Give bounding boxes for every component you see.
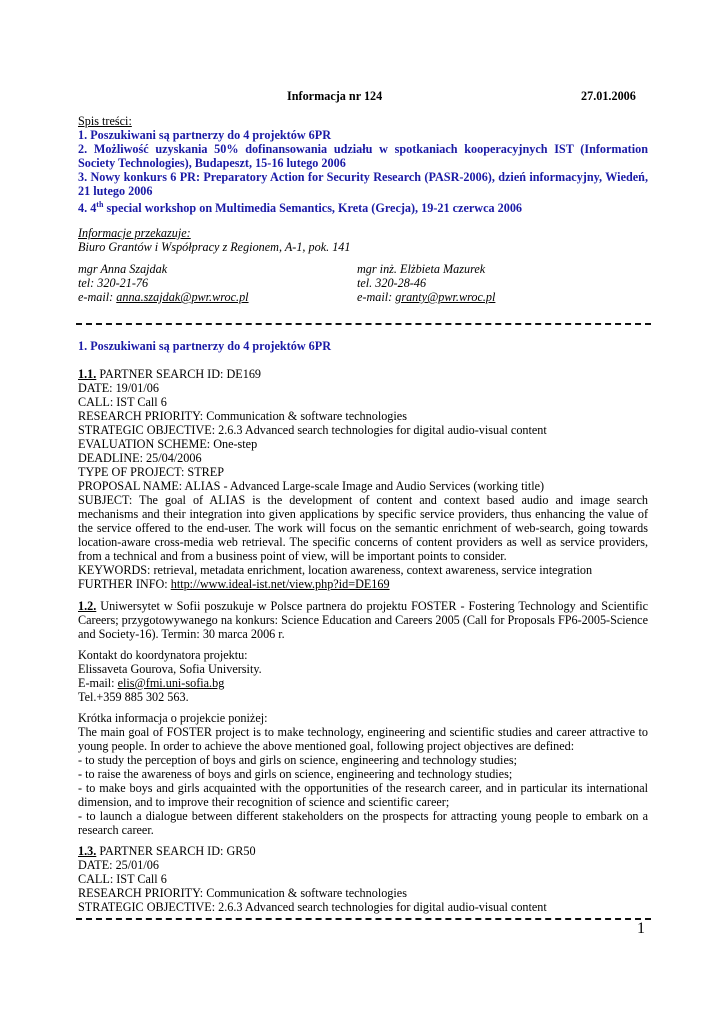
item-number: 1.1. [78, 367, 97, 381]
toc-item-4-num: 4. 4 [78, 201, 97, 216]
item-1-1-line: PROPOSAL NAME: ALIAS - Advanced Large-scale Image and Audio Services (working title) [78, 479, 545, 493]
item-1-3-title [78, 844, 256, 858]
contact-left-name: mgr Anna Szajdak [78, 262, 168, 276]
section-1-heading: 1. Poszukiwani są partnerzy do 4 projektów 6PR [78, 339, 332, 353]
toc-item-4[interactable] [78, 198, 522, 215]
item-1-1-subject: location-aware cross-media web retrieval. The specific concerns of content providers as well as service providers, [78, 535, 648, 549]
contact-right-email-link[interactable]: granty@pwr.wroc.pl [395, 290, 496, 304]
item-1-1-keywords: KEYWORDS: retrieval, metadata enrichment, location awareness, context awareness, service integration [78, 563, 593, 577]
item-1-2-info: - to launch a dialogue between different stakeholders on the prospects for attracting young people to embark on a [78, 809, 648, 823]
page-number: 1 [637, 920, 645, 937]
item-1-1-subject: SUBJECT: The goal of ALIAS is the development of content and context based audio and image search [78, 493, 648, 507]
item-1-1-subject: the service offered to the end-user. The work will focus on the semantic enrichment of web-search, going towards [78, 521, 648, 535]
item-1-3-line: STRATEGIC OBJECTIVE: 2.6.3 Advanced search technologies for digital audio-visual content [78, 900, 547, 914]
toc-item-2[interactable]: 2. Możliwość uzyskania 50% dofinansowania udziału w spotkaniach kooperacyjnych IST (Information [78, 142, 648, 156]
further-info-link[interactable]: http://www.ideal-ist.net/view.php?id=DE169 [170, 577, 390, 591]
email-label: E-mail: [78, 676, 118, 690]
item-1-2-info: research career. [78, 823, 154, 837]
item-1-2-info-heading: Krótka informacja o projekcie poniżej: [78, 711, 268, 725]
item-1-3-line: DATE: 25/01/06 [78, 858, 159, 872]
item-title: PARTNER SEARCH ID: DE169 [96, 367, 262, 381]
toc-item-1[interactable]: 1. Poszukiwani są partnerzy do 4 projektów 6PR [78, 128, 332, 142]
item-1-1-line: STRATEGIC OBJECTIVE: 2.6.3 Advanced search technologies for digital audio-visual content [78, 423, 547, 437]
contact-left-tel: tel: 320-21-76 [78, 276, 149, 290]
contact-right-email-line [357, 290, 495, 304]
item-1-1-line: CALL: IST Call 6 [78, 395, 167, 409]
item-1-2-info: dimension, and to improve their recognition of science and scientific career; [78, 795, 450, 809]
item-1-2-info: young people. In order to achieve the above mentioned goal, following project objectives are defined: [78, 739, 575, 753]
contacts-heading: Informacje przekazuje: [78, 226, 191, 240]
contact-right-name: mgr inż. Elżbieta Mazurek [357, 262, 486, 276]
contacts-office: Biuro Grantów i Współpracy z Regionem, A-1, pok. 141 [78, 240, 351, 254]
further-label: FURTHER INFO: [78, 577, 171, 591]
item-1-1-line: TYPE OF PROJECT: STREP [78, 465, 225, 479]
item-1-1-subject: from a technical and from a business point of view, will be important points to consider. [78, 549, 507, 563]
item-1-1-title [78, 367, 261, 381]
document-date: 27.01.2006 [581, 89, 636, 103]
contact-left-email-line [78, 290, 249, 304]
item-1-1-further [78, 577, 390, 591]
item-1-2-info: - to study the perception of boys and girls on science, engineering and technology studies; [78, 753, 517, 767]
document-title: Informacja nr 124 [287, 89, 383, 103]
contact-left-email-link[interactable]: anna.szajdak@pwr.wroc.pl [116, 290, 249, 304]
item-1-1-subject: mechanisms and their integration into given applications by specific service providers, thus enhancing the value of [78, 507, 648, 521]
separator-top [76, 323, 651, 325]
toc-item-3-cont[interactable]: 21 lutego 2006 [78, 184, 153, 198]
item-1-2-info: - to raise the awareness of boys and girls on science, engineering and technology studies; [78, 767, 513, 781]
item-1-1-line: DATE: 19/01/06 [78, 381, 159, 395]
item-1-2-line: Careers; przygotowywanego na konkurs: Science Education and Careers 2005 (Call for Proposals FP6-2005-Science [78, 613, 648, 627]
item-1-2-email-link[interactable]: elis@fmi.uni-sofia.bg [117, 676, 225, 690]
item-1-2-line [78, 599, 648, 613]
item-text: Uniwersytet w Sofii poszukuje w Polsce partnera do projektu FOSTER - Fostering Technology and Scientific [96, 599, 648, 613]
toc-heading: Spis treści: [78, 114, 132, 128]
item-1-2-info: The main goal of FOSTER project is to make technology, engineering and scientific studies and career attractive to [78, 725, 648, 739]
toc-item-4-text: special workshop on Multimedia Semantics, Kreta (Grecja), 19-21 czerwca 2006 [103, 201, 522, 216]
toc-item-4-sup: th [96, 200, 104, 209]
toc-item-2-cont[interactable]: Society Technologies), Budapeszt, 15-16 lutego 2006 [78, 156, 346, 170]
item-1-1-line: DEADLINE: 25/04/2006 [78, 451, 202, 465]
item-1-2-tel: Tel.+359 885 302 563. [78, 690, 189, 704]
item-1-1-line: EVALUATION SCHEME: One-step [78, 437, 258, 451]
item-1-1-line: RESEARCH PRIORITY: Communication & software technologies [78, 409, 407, 423]
contact-right-tel: tel. 320-28-46 [357, 276, 427, 290]
item-title: PARTNER SEARCH ID: GR50 [96, 844, 256, 858]
item-1-3-line: RESEARCH PRIORITY: Communication & software technologies [78, 886, 407, 900]
item-number: 1.2. [78, 599, 97, 613]
item-1-2-info: - to make boys and girls acquainted with the opportunities of the research career, and in particular its international [78, 781, 648, 795]
email-label: e-mail: [78, 290, 117, 304]
item-1-2-line: and Society-16). Termin: 30 marca 2006 r. [78, 627, 285, 641]
item-number: 1.3. [78, 844, 97, 858]
toc-item-3[interactable]: 3. Nowy konkurs 6 PR: Preparatory Action for Security Research (PASR-2006), dzień informacyjny, Wiedeń, [78, 170, 648, 184]
separator-bottom [76, 918, 651, 920]
email-label: e-mail: [357, 290, 396, 304]
item-1-2-email-line [78, 676, 224, 690]
item-1-2-contact: Elissaveta Gourova, Sofia University. [78, 662, 262, 676]
item-1-3-line: CALL: IST Call 6 [78, 872, 167, 886]
item-1-2-contact: Kontakt do koordynatora projektu: [78, 648, 248, 662]
